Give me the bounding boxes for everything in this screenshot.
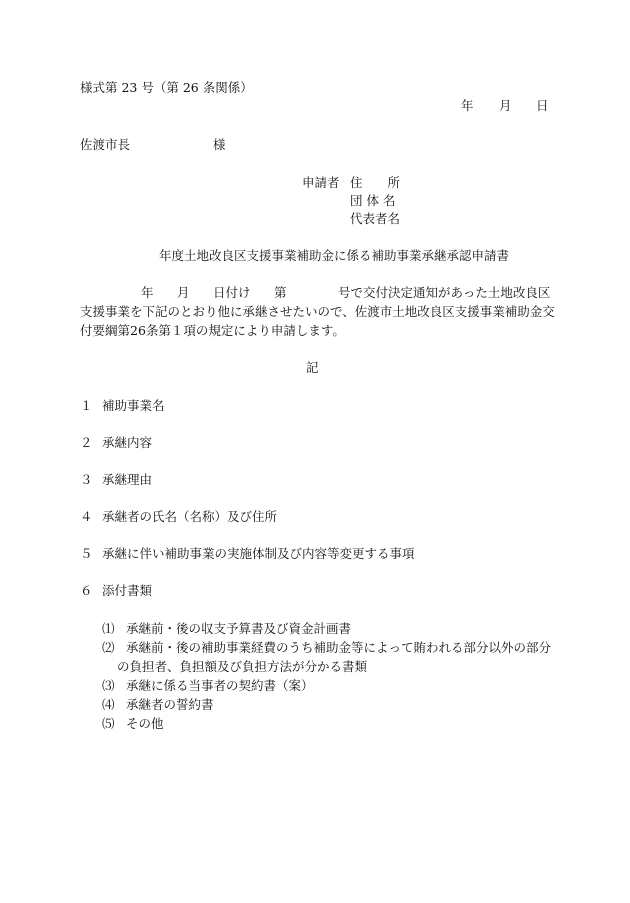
body-year: 年 <box>141 285 154 300</box>
form-number: 様式第 23 号（第 26 条関係） <box>80 80 253 95</box>
attachment-number: ⑵ <box>102 640 115 655</box>
attachment-item <box>102 640 551 656</box>
item-text: 承継内容 <box>102 435 153 450</box>
body-line2: 支援事業を下記のとおり他に承継させたいので、佐渡市土地改良区支援事業補助金交 <box>80 304 555 319</box>
attachment-number: ⑴ <box>102 621 115 636</box>
item-text: 承継理由 <box>102 472 153 487</box>
item-text: 承継に伴い補助事業の実施体制及び内容等変更する事項 <box>102 546 415 561</box>
body-line3: 付要綱第26条第１項の規定により申請します。 <box>80 323 345 338</box>
applicant-organization-label: 団 体 名 <box>350 193 396 208</box>
item-number: ６ <box>80 583 93 598</box>
item-text: 承継者の氏名（名称）及び住所 <box>102 509 278 524</box>
list-item <box>80 583 152 599</box>
attachment-number: ⑶ <box>102 678 115 693</box>
addressee-name: 佐渡市長 <box>80 137 131 152</box>
date-month: 月 <box>499 98 512 113</box>
attachment-item <box>102 621 351 637</box>
attachment-text: その他 <box>126 716 164 731</box>
body-line1-rest: 号で交付決定通知があった土地改良区 <box>338 285 551 300</box>
body-day: 日付け <box>213 285 251 300</box>
addressee-honorific: 様 <box>213 137 226 152</box>
ki-heading: 記 <box>306 360 319 375</box>
attachment-text: 承継者の誓約書 <box>126 697 214 712</box>
body-number-prefix: 第 <box>274 285 287 300</box>
date-year: 年 <box>461 98 474 113</box>
attachment-number: ⑷ <box>102 697 115 712</box>
attachment-item <box>102 697 214 713</box>
item-number: ４ <box>80 509 93 524</box>
attachment-continuation: の負担者、負担額及び負担方法が分かる書類 <box>117 659 368 674</box>
item-number: ３ <box>80 472 93 487</box>
list-item <box>80 472 152 488</box>
applicant-address-label: 住 所 <box>350 175 401 190</box>
attachment-text: 承継に係る当事者の契約書（案） <box>126 678 314 693</box>
attachment-text: 承継前・後の補助事業経費のうち補助金等によって賄われる部分以外の部分 <box>126 640 552 655</box>
list-item <box>80 398 165 414</box>
date-day: 日 <box>536 98 549 113</box>
attachment-number: ⑸ <box>102 716 115 731</box>
item-text: 補助事業名 <box>102 398 165 413</box>
document-title: 年度土地改良区支援事業補助金に係る補助事業承継承認申請書 <box>159 248 510 263</box>
list-item <box>80 509 277 525</box>
item-number: ５ <box>80 546 93 561</box>
attachment-item <box>102 678 314 694</box>
item-text: 添付書類 <box>102 583 153 598</box>
list-item <box>80 435 152 451</box>
item-number: ２ <box>80 435 93 450</box>
applicant-label: 申請者 <box>302 175 340 190</box>
attachment-item <box>102 716 164 732</box>
list-item <box>80 546 415 562</box>
attachment-text: 承継前・後の収支予算書及び資金計画書 <box>126 621 352 636</box>
item-number: １ <box>80 398 93 413</box>
applicant-representative-label: 代表者名 <box>350 211 401 226</box>
body-month: 月 <box>177 285 190 300</box>
